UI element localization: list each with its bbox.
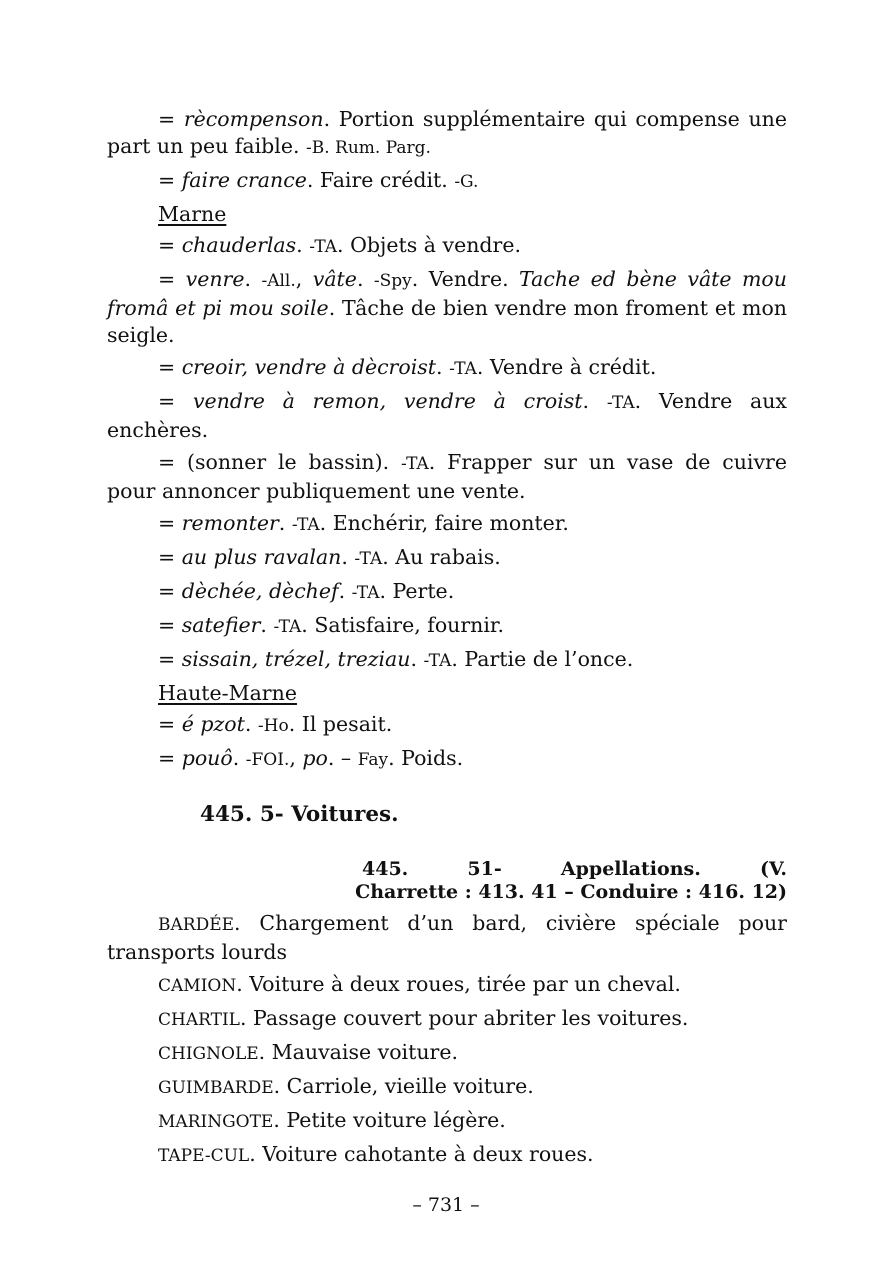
subsection-heading-line1: 445. 51- Appellations. (V. xyxy=(362,858,787,880)
definition-guimbarde: GUIMBARDE. Carriole, vieille voiture. xyxy=(158,1074,534,1098)
entry-creoir: = creoir, vendre à dècroist. -TA. Vendre à crédit. xyxy=(158,355,657,379)
page-number: – 731 – xyxy=(412,1194,480,1216)
entry-satefier: = satefier. -TA. Satisfaire, fournir. xyxy=(158,613,504,637)
definition-chartil: CHARTIL. Passage couvert pour abriter les voitures. xyxy=(158,1006,689,1030)
entry-e-pzot: = é pzot. -Ho. Il pesait. xyxy=(158,712,393,736)
definition-camion: CAMION. Voiture à deux roues, tirée par un cheval. xyxy=(158,972,681,996)
entry-sonner-le-bassin: = (sonner le bassin). -TA. Frapper sur un vase de cuivre pour annoncer publiquement une vente. xyxy=(107,450,787,503)
region-heading-marne: Marne xyxy=(158,202,227,226)
page-body xyxy=(107,106,787,1175)
entry-vendre-a-remon: = vendre à remon, vendre à croist. -TA. Vendre aux enchères. xyxy=(107,389,787,442)
entry-recompenson: = rècompenson. Portion supplémentaire qui compense une part un peu faible. -B. Rum. Parg. xyxy=(107,107,787,158)
definition-chignole: CHIGNOLE. Mauvaise voiture. xyxy=(158,1040,458,1064)
section-heading: 445. 5- Voitures. xyxy=(200,802,399,827)
entry-remonter: = remonter. -TA. Enchérir, faire monter. xyxy=(158,511,569,535)
entry-au-plus-ravalan: = au plus ravalan. -TA. Au rabais. xyxy=(158,545,501,569)
definition-maringote: MARINGOTE. Petite voiture légère. xyxy=(158,1108,506,1132)
region-heading-haute-marne: Haute-Marne xyxy=(158,681,297,705)
definition-tape-cul: TAPE-CUL. Voiture cahotante à deux roues. xyxy=(158,1142,594,1166)
entry-chauderlas: = chauderlas. -TA. Objets à vendre. xyxy=(158,233,521,257)
entry-dechee: = dèchée, dèchef. -TA. Perte. xyxy=(158,579,455,603)
entry-sissain: = sissain, trézel, treziau. -TA. Partie de l’once. xyxy=(158,647,634,671)
entry-venre: = venre. -All., vâte. -Spy. Vendre. Tache ed bène vâte mou fromâ et pi mou soile. Tâche de bien vendre mon froment et mon seigle. xyxy=(107,267,787,347)
definition-bardee: BARDÉE. Chargement d’un bard, civière spéciale pour transports lourds xyxy=(107,911,787,964)
subsection-heading-line2: Charrette : 413. 41 – Conduire : 416. 12) xyxy=(355,881,787,903)
entry-pouo: = pouô. -FOI., po. – Fay. Poids. xyxy=(158,746,464,770)
entry-faire-crance: = faire crance. Faire crédit. -G. xyxy=(158,168,479,192)
subsection-heading xyxy=(107,858,787,904)
